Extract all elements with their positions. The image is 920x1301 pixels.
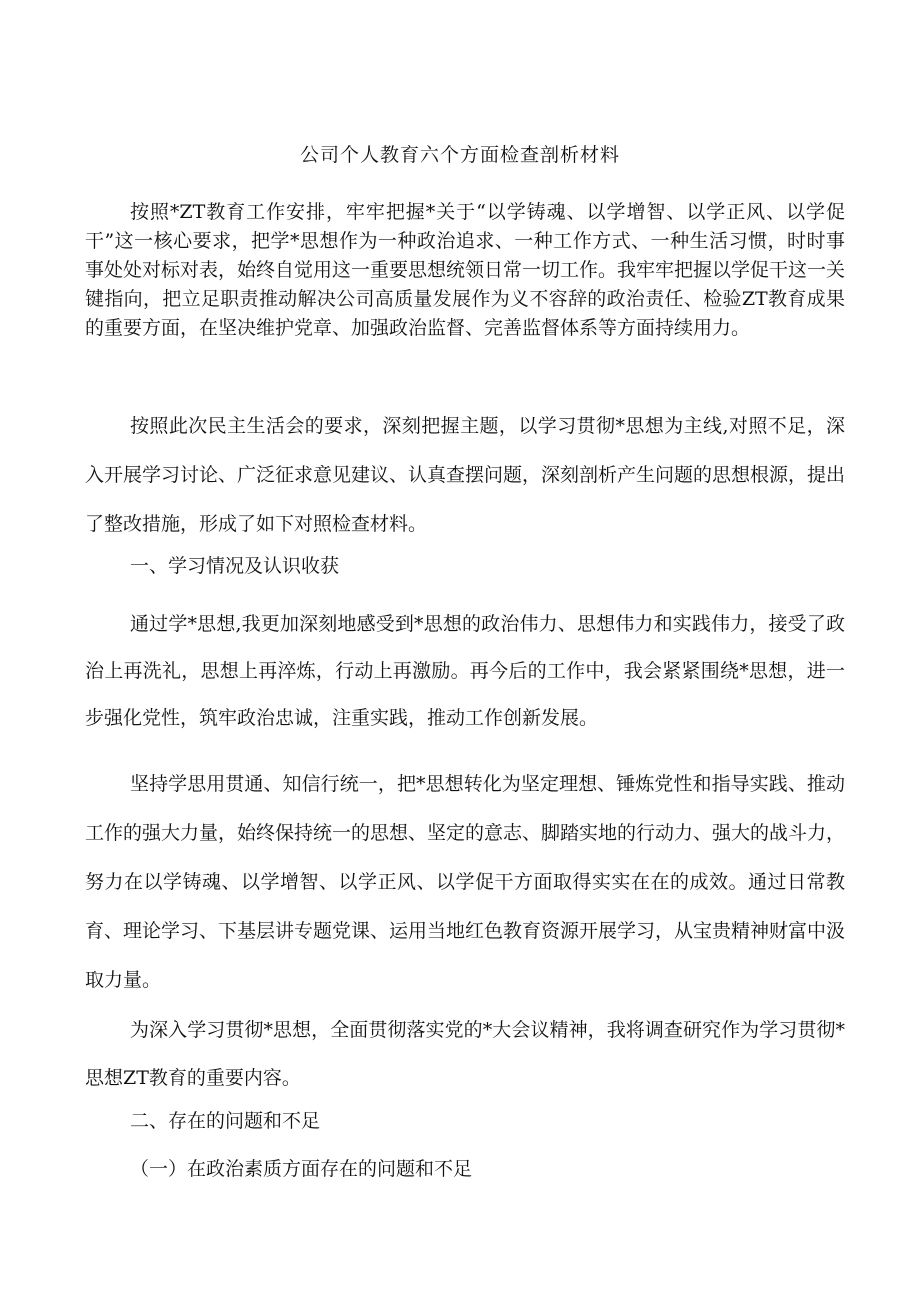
section-heading-problems: 二、存在的问题和不足 (130, 1110, 321, 1132)
section-heading-learning: 一、学习情况及认识收获 (130, 555, 340, 577)
paragraph-investigation-research: 为深入学习贯彻*思想，全面贯彻落实党的*大会议精神，我将调查研究作为学习贯彻*思想ZT教育的重要内容。 (85, 1019, 845, 1089)
paragraph-intro: 按照*ZT教育工作安排，牢牢把握*关于“以学铸魂、以学增智、以学正风、以学促干”这一核心要求，把学*思想作为一种政治追求、一种工作方式、一种生活习惯，时时事事处处对标对表，始终自觉用这一重要思想统领日常一切工作。我牢牢把握以学促干这一关键指向，把立足职责推动解决公司高质量发展作为义不容辞的政治责任、检验ZT教育成果的重要方面，在坚决维护党章、加强政治监督、完善监督体系等方面持续用力。 (85, 201, 846, 339)
paragraph-learning-gains: 通过学*思想,我更加深刻地感受到*思想的政治伟力、思想伟力和实践伟力，接受了政治上再洗礼，思想上再淬炼，行动上再激励。再今后的工作中，我会紧紧围绕*思想，进一步强化党性，筑牢政治忠诚，注重实践，推动工作创新发展。 (85, 613, 845, 729)
subsection-heading-political-quality: （一）在政治素质方面存在的问题和不足 (130, 1158, 473, 1180)
paragraph-meeting-requirements: 按照此次民主生活会的要求，深刻把握主题，以学习贯彻*思想为主线,对照不足，深入开展学习讨论、广泛征求意见建议、认真查摆问题，深刻剖析产生问题的思想根源，提出了整改措施，形成了如下对照检查材料。 (85, 415, 846, 535)
document-title: 公司个人教育六个方面检查剖析材料 (299, 144, 620, 166)
paragraph-unity-of-knowledge-action: 坚持学思用贯通、知信行统一，把*思想转化为坚定理想、锤炼党性和指导实践、推动工作的强大力量，始终保持统一的思想、坚定的意志、脚踏实地的行动力、强大的战斗力，努力在以学铸魂、以学增智、以学正风、以学促干方面取得实实在在的成效。通过日常教育、理论学习、下基层讲专题党课、运用当地红色教育资源开展学习，从宝贵精神财富中汲取力量。 (85, 773, 846, 991)
